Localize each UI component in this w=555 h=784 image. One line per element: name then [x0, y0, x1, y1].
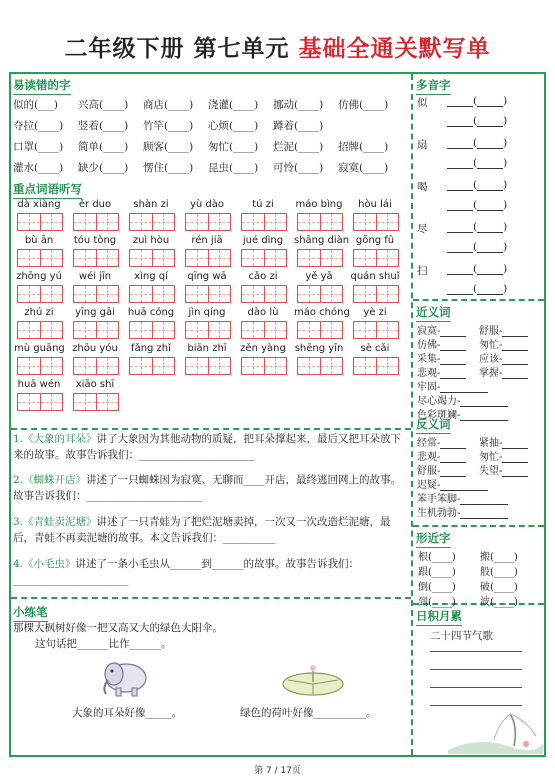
yidu-word: 商店(____): [143, 99, 194, 111]
writing-grid[interactable]: [353, 321, 399, 339]
writing-grid[interactable]: [297, 249, 343, 267]
landscape-illustration: [448, 706, 543, 754]
fanyi-item: [479, 462, 528, 477]
grid-cell[interactable]: [41, 214, 63, 230]
grid-cell[interactable]: [153, 214, 175, 230]
poem-line: [430, 650, 522, 652]
divider-right-2: [413, 525, 544, 527]
writing-grid[interactable]: [353, 213, 399, 231]
yidu-word: 浇灌(____): [208, 99, 259, 111]
writing-grid[interactable]: [73, 285, 119, 303]
grid-cell[interactable]: [41, 250, 63, 266]
duoyin-char: 扇: [417, 139, 428, 151]
grid-cell[interactable]: [18, 286, 41, 302]
yidu-word: 心烦(____): [208, 120, 259, 132]
grid-cell[interactable]: [209, 286, 231, 302]
grid-cell[interactable]: [153, 322, 175, 338]
writing-grid[interactable]: [17, 393, 63, 411]
grid-cell[interactable]: [41, 358, 63, 374]
section-title-fanyi: 反义词: [416, 417, 451, 431]
grid-cell[interactable]: [298, 358, 321, 374]
grid-cell[interactable]: [321, 286, 343, 302]
grid-cell[interactable]: [298, 250, 321, 266]
story-text: 讲述了一只青蛙为了把烂泥塘卖掉，一次又一次改造烂泥塘，最后，青蛙不再卖泥塘的故事。本文告诉我们：__________: [13, 516, 391, 544]
poem-title: 二十四节气歌: [430, 630, 493, 642]
grid-cell[interactable]: [242, 214, 265, 230]
xingjin-item: 搬(____): [480, 552, 518, 563]
pinyin-label: zhú zi: [24, 307, 54, 318]
grid-cell[interactable]: [41, 322, 63, 338]
jinyi-item: [417, 364, 466, 379]
grid-cell[interactable]: [97, 250, 119, 266]
title-red: 基础全通关默写单: [298, 35, 491, 62]
grid-cell[interactable]: [298, 214, 321, 230]
yidu-word: 夺拉(____): [13, 120, 64, 132]
pinyin-label: bù ān: [24, 235, 54, 246]
yidu-word: 兴高(____): [78, 99, 129, 111]
grid-cell[interactable]: [74, 250, 97, 266]
section-title-duoyin: 多音字: [416, 78, 451, 92]
jinyi-word: 色彩斑斓-: [417, 410, 461, 421]
grid-cell[interactable]: [377, 250, 399, 266]
pinyin-label: mù guāng: [14, 343, 65, 354]
pinyin-label: zěn yàng: [240, 343, 286, 354]
writing-grid[interactable]: [73, 357, 119, 375]
pinyin-label: gōng fū: [355, 235, 395, 246]
divider-right-1: [413, 299, 544, 301]
grid-cell[interactable]: [130, 214, 153, 230]
elephant-illustration: [98, 654, 154, 698]
grid-cell[interactable]: [130, 358, 153, 374]
writing-grid[interactable]: [129, 249, 175, 267]
jinyi-word: 仿佛-: [417, 340, 441, 351]
grid-cell[interactable]: [321, 358, 343, 374]
pinyin-label: tóu tòng: [73, 235, 117, 246]
jinyi-word: 采集-: [417, 354, 441, 365]
grid-cell[interactable]: [377, 322, 399, 338]
section-title-xingjin: 形近字: [416, 531, 451, 545]
yidu-word: 竖着(____): [78, 120, 129, 132]
grid-cell[interactable]: [153, 286, 175, 302]
fanyi-word: 匆忙-: [479, 452, 503, 463]
story-paragraph: [13, 431, 408, 463]
writing-grid[interactable]: [353, 249, 399, 267]
yidu-word: 愣住(____): [143, 162, 194, 174]
xiaolianbi-line1: 那棵大枫树好像一把又高又大的绿色大阳伞。: [13, 622, 223, 634]
yidu-word: 招牌(____): [338, 141, 389, 153]
duoyin-char: 似: [417, 97, 428, 109]
grid-cell[interactable]: [242, 322, 265, 338]
pinyin-label: biān zhī: [187, 343, 227, 354]
duoyin-blank: ( ): [447, 179, 507, 191]
answer-blank[interactable]: [502, 465, 528, 477]
writing-grid[interactable]: [241, 213, 287, 231]
story-text: 讲述了一条小毛虫从______到______的故事。故事告诉我们：______________________: [13, 558, 360, 586]
yidu-word: 顾客(____): [143, 141, 194, 153]
yidu-word: 口罩(____): [13, 141, 64, 153]
fanyi-word: 舒服-: [417, 466, 441, 477]
grid-cell[interactable]: [97, 322, 119, 338]
pinyin-label: shāng diàn: [294, 235, 350, 246]
jinyi-item: [479, 322, 528, 337]
writing-grid[interactable]: [185, 321, 231, 339]
writing-grid[interactable]: [17, 213, 63, 231]
grid-cell[interactable]: [354, 358, 377, 374]
divider-left-2: [11, 597, 411, 599]
grid-cell[interactable]: [265, 214, 287, 230]
grid-cell[interactable]: [209, 214, 231, 230]
duoyin-blank: ( ): [447, 199, 507, 211]
writing-grid[interactable]: [241, 321, 287, 339]
grid-cell[interactable]: [74, 358, 97, 374]
xingjin-item: 波(____): [480, 597, 518, 608]
fanyi-item: [417, 476, 488, 491]
pinyin-label: jìn qíng: [188, 307, 226, 318]
pinyin-label: ěr duo: [78, 199, 112, 210]
yidu-word: 似的(___): [13, 99, 58, 111]
writing-grid[interactable]: [129, 321, 175, 339]
xiaolianbi-caption-2: 绿色的荷叶好像__________。: [240, 707, 377, 719]
pinyin-label: shēng yīn: [294, 343, 344, 354]
yidu-word: 烂泥(____): [273, 141, 324, 153]
grid-cell[interactable]: [321, 322, 343, 338]
pinyin-label: zhōng yú: [16, 271, 62, 282]
grid-cell[interactable]: [209, 322, 231, 338]
duoyin-blank: ( ): [447, 263, 507, 275]
jinyi-word: 掌握-: [479, 368, 503, 379]
section-title-jinyi: 近义词: [416, 305, 451, 319]
xiaolianbi-line2: 这句话把______比作______。: [35, 638, 172, 650]
pinyin-label: sè cǎi: [360, 343, 390, 354]
grid-cell[interactable]: [153, 358, 175, 374]
writing-grid[interactable]: [73, 393, 119, 411]
story-title: 4.《小毛虫》: [13, 558, 76, 570]
writing-grid[interactable]: [297, 213, 343, 231]
writing-grid[interactable]: [185, 213, 231, 231]
pinyin-label: máo bìng: [295, 199, 343, 210]
jinyi-word: 舒服-: [479, 326, 503, 337]
fanyi-item: [417, 490, 508, 505]
writing-grid[interactable]: [241, 249, 287, 267]
grid-cell[interactable]: [18, 358, 41, 374]
jinyi-item: [417, 392, 508, 407]
pinyin-label: huā wén: [17, 379, 61, 390]
title-black: 二年级下册 第七单元: [64, 35, 290, 62]
story-text: 讲了大象因为其他动物的质疑，把耳朵撑起来，最后又把耳朵放下来的故事。故事告诉我们：______________________: [13, 433, 402, 461]
pinyin-label: dà xiàng: [17, 199, 61, 210]
jinyi-word: 悲观-: [417, 368, 441, 379]
writing-grid[interactable]: [17, 357, 63, 375]
page-number: 第 7 / 17页: [254, 766, 301, 776]
divider-left-1: [11, 428, 411, 430]
grid-cell[interactable]: [209, 358, 231, 374]
grid-cell[interactable]: [242, 358, 265, 374]
grid-cell[interactable]: [153, 250, 175, 266]
fanyi-item: [417, 504, 508, 519]
pinyin-label: zhōu yóu: [72, 343, 118, 354]
pinyin-label: wéi jīn: [78, 271, 112, 282]
answer-blank[interactable]: [460, 507, 508, 519]
fanyi-item: [417, 434, 466, 449]
grid-cell[interactable]: [74, 394, 97, 410]
yidu-word: 昆虫(____): [208, 162, 259, 174]
xiaolianbi-caption-1: 大象的耳朵好像_____。: [72, 707, 183, 719]
fanyi-word: 生机勃勃-: [417, 508, 461, 519]
lotus-leaf-illustration: [280, 664, 346, 698]
jinyi-word: 尽心竭力-: [417, 396, 461, 407]
jinyi-item: [417, 322, 466, 337]
fanyi-item: [417, 448, 466, 463]
pinyin-label: zuì hòu: [132, 235, 170, 246]
grid-cell[interactable]: [186, 358, 209, 374]
grid-cell[interactable]: [130, 250, 153, 266]
writing-grid[interactable]: [353, 357, 399, 375]
story-paragraph: [13, 514, 408, 546]
duoyin-blank: ( ): [447, 137, 507, 149]
grid-cell[interactable]: [377, 214, 399, 230]
fanyi-word: 经常-: [417, 438, 441, 449]
story-title: 2.《蜘蛛开店》: [13, 474, 87, 486]
section-title-ciyu: 重点词语听写: [13, 182, 82, 196]
grid-cell[interactable]: [18, 250, 41, 266]
jinyi-word: 牢固-: [417, 382, 441, 393]
writing-grid[interactable]: [297, 357, 343, 375]
yidu-word: 竹竿(____): [143, 120, 194, 132]
pinyin-label: yù dào: [189, 199, 225, 210]
grid-cell[interactable]: [209, 250, 231, 266]
grid-cell[interactable]: [265, 322, 287, 338]
pinyin-label: quán shuǐ: [350, 271, 400, 282]
fanyi-word: 紧抽-: [479, 438, 503, 449]
fanyi-word: 迟疑-: [417, 480, 441, 491]
duoyin-blank: ( ): [447, 221, 507, 233]
grid-cell[interactable]: [41, 394, 63, 410]
page-title: [0, 30, 555, 63]
pinyin-label: yè zi: [363, 307, 387, 318]
xingjin-item: 到(____): [418, 597, 456, 608]
xingjin-item: 倒(____): [418, 582, 456, 593]
pinyin-label: shàn zi: [133, 199, 169, 210]
fanyi-item: [479, 448, 528, 463]
grid-cell[interactable]: [377, 286, 399, 302]
writing-grid[interactable]: [241, 285, 287, 303]
grid-cell[interactable]: [242, 286, 265, 302]
xingjin-item: 根(____): [418, 552, 456, 563]
grid-cell[interactable]: [354, 250, 377, 266]
story-title: 1.《大象的耳朵》: [13, 433, 97, 445]
writing-grid[interactable]: [185, 285, 231, 303]
pinyin-label: dào lù: [247, 307, 279, 318]
section-title-yidu: 易读错的字: [13, 78, 71, 92]
writing-grid[interactable]: [297, 321, 343, 339]
writing-grid[interactable]: [17, 285, 63, 303]
jinyi-item: [417, 350, 466, 365]
grid-cell[interactable]: [97, 394, 119, 410]
grid-cell[interactable]: [354, 214, 377, 230]
writing-grid[interactable]: [353, 285, 399, 303]
column-divider: [411, 74, 413, 755]
writing-grid[interactable]: [185, 357, 231, 375]
poem-line: [430, 668, 522, 670]
yidu-word: 可怜(____): [273, 162, 324, 174]
pinyin-label: fǎng zhǐ: [131, 343, 171, 354]
jinyi-item: [479, 336, 528, 351]
grid-cell[interactable]: [18, 394, 41, 410]
jinyi-word: 匆忙-: [479, 340, 503, 351]
duoyin-char: 尽: [417, 223, 428, 235]
xingjin-item: 破(____): [480, 582, 518, 593]
yidu-word: 匆忙(____): [208, 141, 259, 153]
duoyin-char: 扫: [417, 265, 428, 277]
fanyi-word: 失望-: [479, 466, 503, 477]
grid-cell[interactable]: [74, 214, 97, 230]
yidu-word: 简单(____): [78, 141, 129, 153]
pinyin-label: qīng wā: [187, 271, 227, 282]
pinyin-label: yīng gāi: [75, 307, 115, 318]
grid-cell[interactable]: [298, 286, 321, 302]
grid-cell[interactable]: [377, 358, 399, 374]
grid-cell[interactable]: [97, 214, 119, 230]
grid-cell[interactable]: [265, 358, 287, 374]
story-paragraph: [13, 472, 408, 504]
grid-cell[interactable]: [18, 322, 41, 338]
jinyi-item: [417, 336, 466, 351]
pinyin-label: cǎo zi: [248, 271, 278, 282]
jinyi-word: 寂寞-: [417, 326, 441, 337]
grid-cell[interactable]: [298, 322, 321, 338]
pinyin-label: xìng qí: [134, 271, 168, 282]
pinyin-label: yě yā: [305, 271, 333, 282]
writing-grid[interactable]: [129, 357, 175, 375]
grid-cell[interactable]: [130, 322, 153, 338]
grid-cell[interactable]: [186, 286, 209, 302]
fanyi-word: 笨手笨脚-: [417, 494, 461, 505]
pinyin-label: máo chóng: [294, 307, 350, 318]
section-title-rijiyuelei: 日积月累: [416, 609, 462, 623]
grid-cell[interactable]: [18, 214, 41, 230]
yidu-word: 蹲着(____): [273, 120, 324, 132]
story-title: 3.《青蛙卖泥塘》: [13, 516, 97, 528]
grid-cell[interactable]: [354, 286, 377, 302]
grid-cell[interactable]: [186, 250, 209, 266]
pinyin-label: xiāo shī: [75, 379, 115, 390]
grid-cell[interactable]: [321, 250, 343, 266]
duoyin-blank: ( ): [447, 115, 507, 127]
grid-cell[interactable]: [354, 322, 377, 338]
writing-grid[interactable]: [73, 213, 119, 231]
writing-grid[interactable]: [17, 249, 63, 267]
jinyi-item: [479, 350, 528, 365]
writing-grid[interactable]: [185, 249, 231, 267]
duoyin-char: 喝: [417, 181, 428, 193]
jinyi-word: 应该-: [479, 354, 503, 365]
xingjin-item: 跟(____): [418, 567, 456, 578]
story-paragraph: [13, 556, 408, 588]
pinyin-label: tú zi: [252, 199, 274, 210]
writing-grid[interactable]: [73, 249, 119, 267]
yidu-word: 缺少(____): [78, 162, 129, 174]
grid-cell[interactable]: [97, 286, 119, 302]
yidu-word: 仿佛(____): [338, 99, 389, 111]
duoyin-blank: ( ): [447, 241, 507, 253]
fanyi-item: [417, 462, 466, 477]
yidu-word: 灌水(____): [13, 162, 64, 174]
grid-cell[interactable]: [321, 214, 343, 230]
grid-cell[interactable]: [74, 322, 97, 338]
writing-grid[interactable]: [297, 285, 343, 303]
writing-grid[interactable]: [129, 213, 175, 231]
fanyi-item: [479, 434, 528, 449]
poem-line: [430, 686, 522, 688]
writing-grid[interactable]: [129, 285, 175, 303]
grid-cell[interactable]: [242, 250, 265, 266]
grid-cell[interactable]: [41, 286, 63, 302]
pinyin-label: jué dìng: [242, 235, 284, 246]
xingjin-item: 般(____): [480, 567, 518, 578]
grid-cell[interactable]: [265, 250, 287, 266]
duoyin-blank: ( ): [447, 157, 507, 169]
fanyi-word: 悲观-: [417, 452, 441, 463]
grid-cell[interactable]: [130, 286, 153, 302]
grid-cell[interactable]: [74, 286, 97, 302]
duoyin-blank: ( ): [447, 95, 507, 107]
grid-cell[interactable]: [186, 322, 209, 338]
jinyi-item: [417, 378, 488, 393]
writing-grid[interactable]: [17, 321, 63, 339]
answer-blank[interactable]: [502, 367, 528, 379]
pinyin-label: hòu lái: [358, 199, 392, 210]
story-text: 讲述了一只蜘蛛因为寂寞、无聊而____开店，最终逃回网上的故事。故事告诉我们：______________________: [13, 474, 402, 502]
section-title-xiaolianbi: 小练笔: [13, 605, 48, 619]
duoyin-blank: ( ): [447, 283, 507, 295]
writing-grid[interactable]: [73, 321, 119, 339]
grid-cell[interactable]: [265, 286, 287, 302]
writing-grid[interactable]: [241, 357, 287, 375]
answer-blank[interactable]: [460, 409, 508, 421]
yidu-word: 挪动(____): [273, 99, 324, 111]
yidu-word: 寂寞(____): [338, 162, 389, 174]
pinyin-label: rén jiā: [191, 235, 223, 246]
grid-cell[interactable]: [97, 358, 119, 374]
grid-cell[interactable]: [186, 214, 209, 230]
jinyi-item: [479, 364, 528, 379]
pinyin-label: huā cóng: [127, 307, 175, 318]
